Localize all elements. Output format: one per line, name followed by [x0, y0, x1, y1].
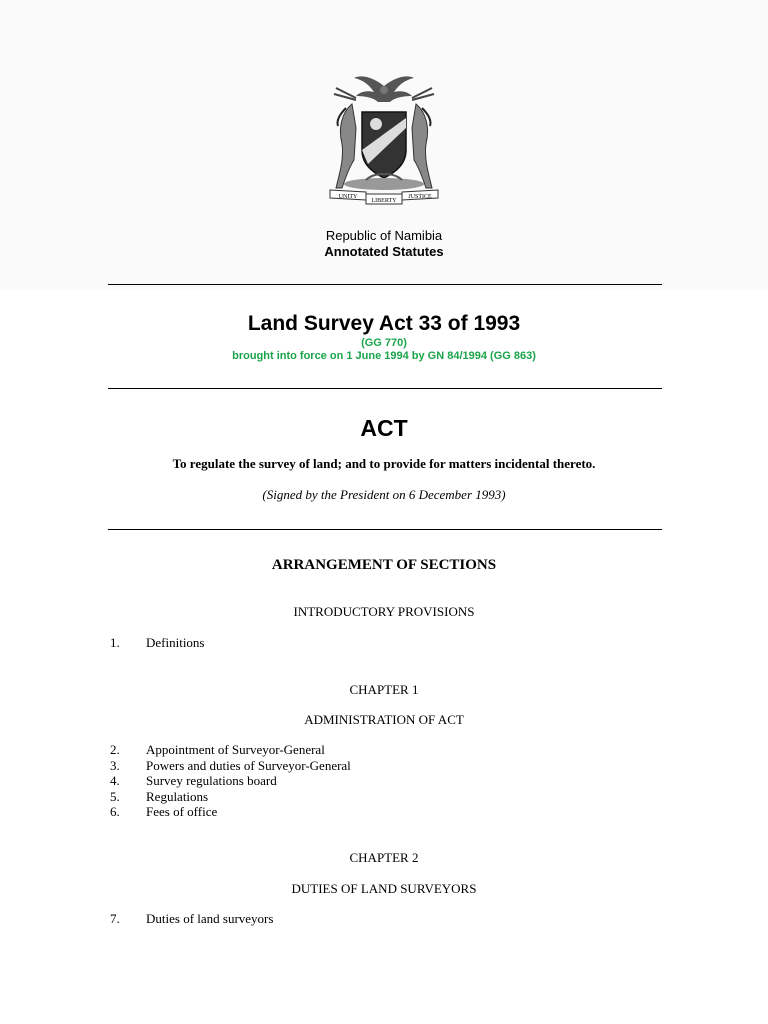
section-number: 6.: [110, 804, 120, 819]
divider: [108, 529, 662, 530]
commencement-note: brought into force on 1 June 1994 by GN 84/1994 (GG 863): [232, 350, 536, 362]
motto-liberty: LIBERTY: [371, 198, 397, 204]
section-entry[interactable]: [110, 635, 205, 651]
republic-label: Republic of Namibia: [325, 228, 443, 243]
motto-justice: JUSTICE: [408, 194, 432, 200]
section-number: 7.: [110, 911, 120, 926]
section-entry[interactable]: [110, 773, 277, 789]
chapter2-title: DUTIES OF LAND SURVEYORS: [291, 881, 477, 896]
act-title: Land Survey Act 33 of 1993: [247, 312, 521, 335]
section-title: Definitions: [146, 635, 205, 650]
section-entry[interactable]: [110, 742, 325, 758]
chapter2-label: CHAPTER 2: [349, 850, 419, 865]
section-number: 1.: [110, 635, 120, 650]
section-title: Regulations: [146, 789, 209, 804]
section-entry[interactable]: [110, 789, 208, 805]
signed-note: (Signed by the President on 6 December 1993): [262, 487, 506, 502]
divider: [108, 284, 662, 285]
section-number: 2.: [110, 742, 120, 757]
section-number: 4.: [110, 773, 120, 788]
gazette-reference: (GG 770): [361, 337, 407, 349]
section-title: Appointment of Surveyor-General: [146, 742, 325, 757]
long-title: To regulate the survey of land; and to provide for matters incidental thereto.: [172, 456, 596, 471]
section-title: Duties of land surveyors: [146, 911, 274, 926]
intro-heading: INTRODUCTORY PROVISIONS: [293, 604, 475, 619]
act-heading: ACT: [360, 415, 408, 441]
section-entry[interactable]: [110, 911, 273, 927]
section-title: Powers and duties of Surveyor-General: [146, 758, 351, 773]
section-number: 3.: [110, 758, 120, 773]
arrangement-heading: ARRANGEMENT OF SECTIONS: [271, 557, 497, 573]
annotated-statutes-label: Annotated Statutes: [324, 244, 444, 259]
section-entry[interactable]: [110, 758, 351, 774]
section-entry[interactable]: [110, 804, 217, 820]
motto-unity: UNITY: [338, 194, 358, 200]
section-title: Fees of office: [146, 804, 218, 819]
chapter1-label: CHAPTER 1: [349, 682, 419, 697]
section-title: Survey regulations board: [146, 773, 277, 788]
section-number: 5.: [110, 789, 120, 804]
chapter1-title: ADMINISTRATION OF ACT: [304, 712, 464, 727]
divider: [108, 388, 662, 389]
namibia-coat-of-arms-icon: [316, 68, 452, 210]
